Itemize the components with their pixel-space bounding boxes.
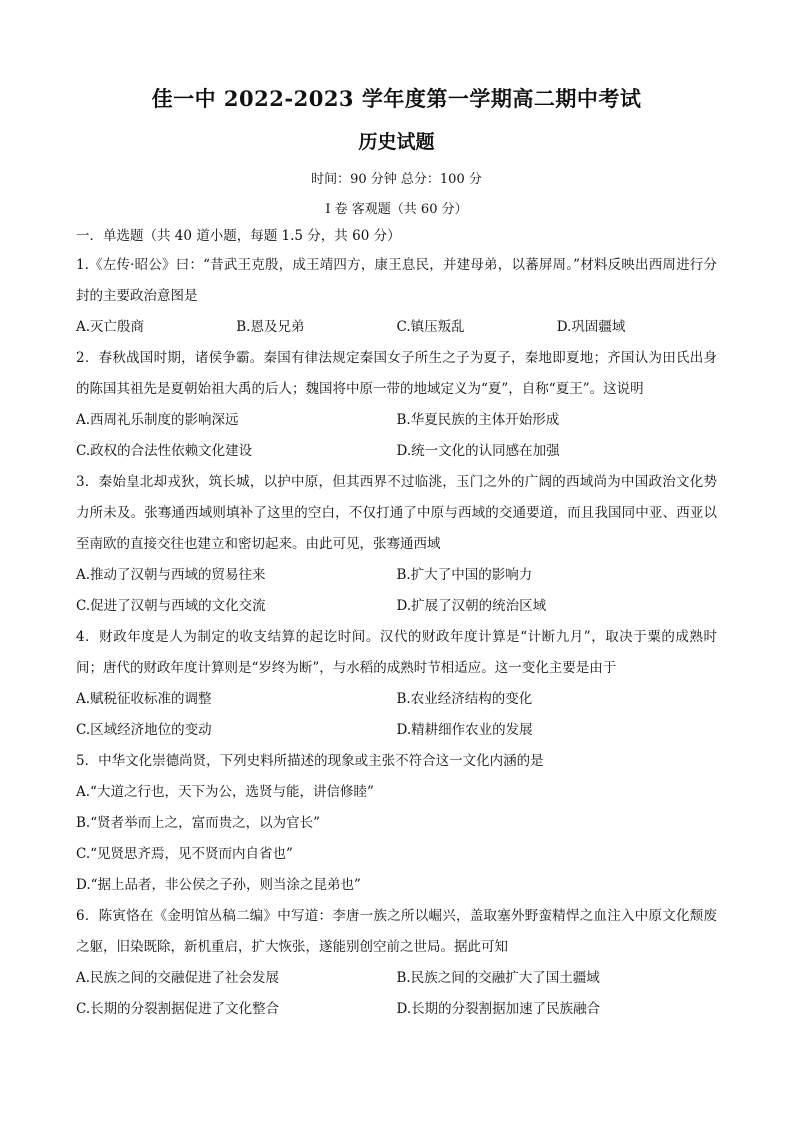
- exam-title: 佳一中 2022-2023 学年度第一学期高二期中考试: [151, 86, 642, 111]
- question-5: [76, 746, 717, 901]
- option-d: D.“据上品者，非公侯之子孙，则当涂之昆弟也”: [76, 877, 361, 893]
- option-c: C.镇压叛乱: [396, 319, 465, 335]
- option-b: B.农业经济结构的变化: [396, 691, 533, 707]
- option-b: B.“贤者举而上之，富而贵之，以为官长”: [76, 815, 321, 831]
- exam-subject: 历史试题: [358, 131, 435, 153]
- question-options-row-2: [76, 994, 717, 1025]
- question-stem: 3．秦始皇北却戎狄，筑长城，以护中原，但其西界不过临洮，玉门之外的广阔的西域尚为中国政治文化势力所未及。张骞通西域则填补了这里的空白，不仅打通了中原与西域的交通要道，而且我国同中亚、西亚以至南欧的直接交往也建立和密切起来。由此可见，张骞通西域: [76, 474, 717, 552]
- option-a: A.推动了汉朝与西域的贸易往来: [76, 567, 266, 583]
- question-1: [76, 250, 717, 343]
- option-d: D.扩展了汉朝的统治区域: [396, 598, 547, 614]
- question-options-row-1: [76, 963, 717, 994]
- option-c: C.长期的分裂割据促进了文化整合: [76, 1001, 280, 1017]
- question-options: [76, 312, 717, 343]
- question-options-row-1: [76, 560, 717, 591]
- question-options-row-1: [76, 684, 717, 715]
- question-3: [76, 467, 717, 622]
- question-options-row-2: [76, 436, 717, 467]
- question-options-row-2: [76, 715, 717, 746]
- question-2: [76, 343, 717, 467]
- option-a: A.民族之间的交融促进了社会发展: [76, 970, 280, 986]
- question-options-row-1: [76, 405, 717, 436]
- option-c: C.促进了汉朝与西域的文化交流: [76, 598, 266, 614]
- option-b: B.华夏民族的主体开始形成: [396, 412, 560, 428]
- question-6: [76, 901, 717, 1025]
- section-title: 一．单选题（共 40 道小题，每题 1.5 分，共 60 分）: [76, 228, 401, 244]
- option-d: D.精耕细作农业的发展: [396, 722, 533, 738]
- option-c: C.区域经济地位的变动: [76, 722, 212, 738]
- question-4: [76, 622, 717, 746]
- option-d: D.长期的分裂割据加速了民族融合: [396, 1001, 601, 1017]
- question-stem: 4．财政年度是人为制定的收支结算的起讫时间。汉代的财政年度计算是“计断九月”，取决于粟的成熟时间；唐代的财政年度计算则是“岁终为断”，与水稻的成熟时节相适应。这一变化主要是由于: [76, 629, 717, 676]
- question-stem: 6．陈寅恪在《金明馆丛稿二编》中写道：李唐一族之所以崛兴，盖取塞外野蛮精悍之血注入中原文化颓废之躯，旧染既除，新机重启，扩大恢张，遂能别创空前之世局。据此可知: [76, 908, 717, 955]
- exam-volume: I 卷 客观题（共 60 分）: [325, 202, 468, 217]
- option-a: A.“大道之行也，天下为公，选贤与能，讲信修睦”: [76, 784, 374, 800]
- option-d: D.巩固疆域: [556, 319, 626, 335]
- question-options-row-2: [76, 591, 717, 622]
- option-b: B.民族之间的交融扩大了国土疆域: [396, 970, 600, 986]
- option-b: B.扩大了中国的影响力: [396, 567, 533, 583]
- exam-meta: 时间：90 分钟 总分：100 分: [311, 172, 482, 187]
- option-c: C.政权的合法性依赖文化建设: [76, 443, 253, 459]
- option-a: A.赋税征收标准的调整: [76, 691, 212, 707]
- option-b: B.恩及兄弟: [236, 319, 305, 335]
- option-a: A.灭亡殷商: [76, 319, 145, 335]
- question-stem: 2．春秋战国时期，诸侯争霸。秦国有律法规定秦国女子所生之子为夏子，秦地即夏地；齐国认为田氏出身的陈国其祖先是夏朝始祖大禹的后人；魏国将中原一带的地域定义为“夏”，自称“夏王”。这说明: [76, 350, 717, 397]
- option-c: C.“见贤思齐焉，见不贤而内自省也”: [76, 846, 293, 862]
- option-d: D.统一文化的认同感在加强: [396, 443, 560, 459]
- question-stem: 5．中华文化崇德尚贤，下列史料所描述的现象或主张不符合这一文化内涵的是: [76, 753, 544, 769]
- option-a: A.西周礼乐制度的影响深远: [76, 412, 239, 428]
- question-stem: 1.《左传·昭公》曰：“昔武王克殷，成王靖四方，康王息民，并建母弟，以蕃屏周。”材料反映出西周进行分封的主要政治意图是: [76, 257, 717, 304]
